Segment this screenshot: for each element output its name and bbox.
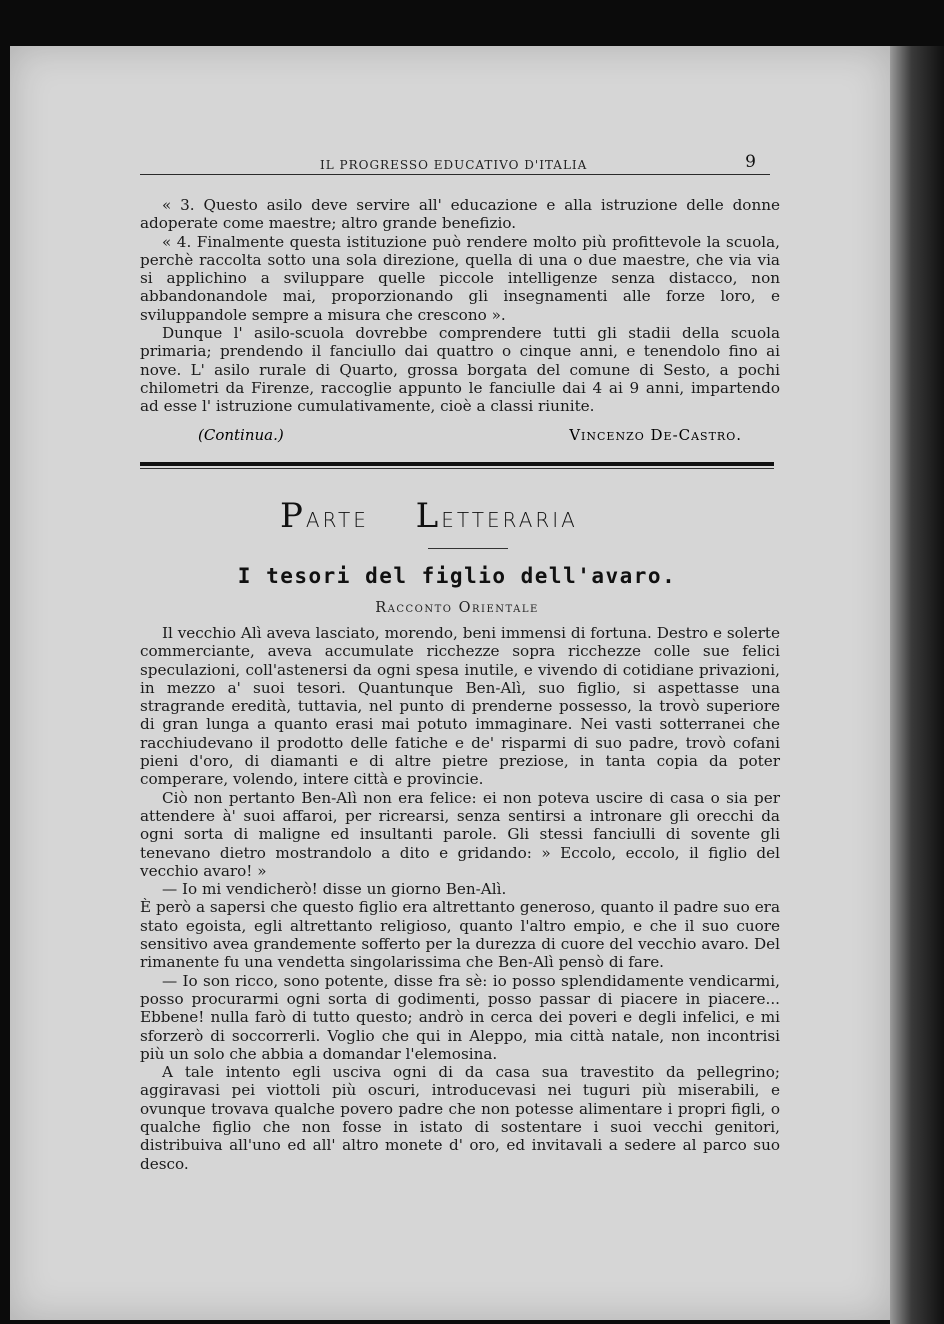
story-title: I tesori del figlio dell'avaro. [237, 564, 677, 588]
running-head-title: IL PROGRESSO EDUCATIVO D'ITALIA [320, 158, 588, 172]
section-word-2: ETTERARIA [441, 508, 578, 532]
story-text [140, 624, 780, 1173]
running-head [140, 152, 770, 175]
story-paragraph-4: È però a sapersi che questo figlio era altrettanto generoso, quanto il padre suo era stato egoista, egli altrettanto religioso, quanto l'altro empio, e che il suo cuore sensitivo avea grandemente sofferto per la durezza di cuore del vecchio avaro. Del rimanente fu una vendetta singolarissima che Ben-Alì pensò di fare. [140, 898, 780, 972]
story-paragraph-6: A tale intento egli usciva ogni di da casa sua travestito da pellegrino; aggiravasi pei viottoli più oscuri, introducevasi nei tuguri più miserabili, e ovunque trovava qualche povero padre che non potesse alimentare i propri figli, o qualche figlio che non fosse in istato di sostentare i suoi vecchi genitori, distribuiva all'uno ed all' altro monete d' oro, ed invitavali a sedere al parco suo desco. [140, 1063, 780, 1173]
page-number: 9 [745, 152, 756, 172]
intro-paragraph-1: « 3. Questo asilo deve servire all' educazione e alla istruzione delle donne adoperate come maestre; altro grande benefizio. [140, 196, 780, 233]
story-paragraph-5: — Io son ricco, sono potente, disse fra sè: io posso splendidamente vendicarmi, posso procurarmi ogni sorta di godimenti, posso passar di piacere in piacere... Ebbene! nulla farò di tutto questo; andrò in cerca dei poveri e degli infelici, e mi sforzerò di soccorrerli. Voglio che qui in Aleppo, mia città natale, non incontrisi più un solo che abbia a domandar l'elemosina. [140, 971, 780, 1063]
section-word-1: ARTE [305, 508, 369, 532]
heading-underline [428, 548, 508, 549]
signature-line [140, 426, 770, 446]
story-paragraph-3: — Io mi vendicherò! disse un giorno Ben-Alì. [162, 880, 507, 899]
section-heading [280, 496, 640, 542]
section-divider-thick [140, 462, 774, 466]
section-initial-l: L [415, 496, 442, 536]
article-author: Vincenzo De-Castro. [569, 426, 742, 444]
story-paragraph-1: Il vecchio Alì aveva lasciato, morendo, beni immensi di fortuna. Destro e solerte commerciante, aveva accumulate ricchezze sopra ricchezze colle sue felici speculazioni, coll'astenersi da ogni spesa inutile, e vivendo di cotidiane privazioni, in mezzo a' suoi tesori. Quantunque Ben-Alì, suo figlio, si aspettasse una stragrande eredità, tuttavia, nel punto di prenderne possesso, la trovò superiore di gran lunga a quanto erasi mai potuto immaginare. Nei vasti sotterranei che racchiudevano il prodotto delle fatiche e de' risparmi di suo padre, trovò cofani pieni d'oro, di diamanti e di altre pietre preziose, in tanta copia da poter comperare, volendo, intere città e provincie. [140, 624, 780, 789]
page-edge-shadow [890, 46, 944, 1324]
story-subtitle: Racconto Orientale [375, 600, 539, 616]
continua-note: (Continua.) [198, 426, 284, 444]
story-paragraph-2: Ciò non pertanto Ben-Alì non era felice: ei non poteva uscire di casa o sia per attendere à' suoi affaroi, per ricrearsi, senza sentirsi a intronare gli orecchi da ogni sorta di maligne ed insultanti parole. Gli stessi fanciulli di sovente gli tenevano dietro mostrandolo a dito e gridando: » Eccolo, eccolo, il figlio del vecchio avaro! » [140, 788, 780, 880]
intro-paragraph-3: Dunque l' asilo-scuola dovrebbe comprendere tutti gli stadii della scuola primaria; prendendo il fanciullo dai quattro o cinque anni, e tenendolo fino ai nove. L' asilo rurale di Quarto, grossa borgata del comune di Sesto, a pochi chilometri da Firenze, raccoglie appunto le fanciulle dai 4 ai 9 anni, impartendo ad esse l' istruzione cumulativamente, cioè a classi riunite. [140, 324, 780, 416]
section-initial-p: P [280, 496, 306, 536]
intro-paragraph-2: « 4. Finalmente questa istituzione può rendere molto più profittevole la scuola, perchè raccolta sotto una sola direzione, quella di una o due maestre, che via via si applichino a sviluppare quelle piccole intelligenze senza distacco, non abbandonandole mai, proporzionando gli insegnamenti alle forze loro, e sviluppandole sempre a misura che crescono ». [140, 232, 780, 324]
intro-text [140, 196, 780, 416]
section-divider-thin [140, 468, 774, 469]
